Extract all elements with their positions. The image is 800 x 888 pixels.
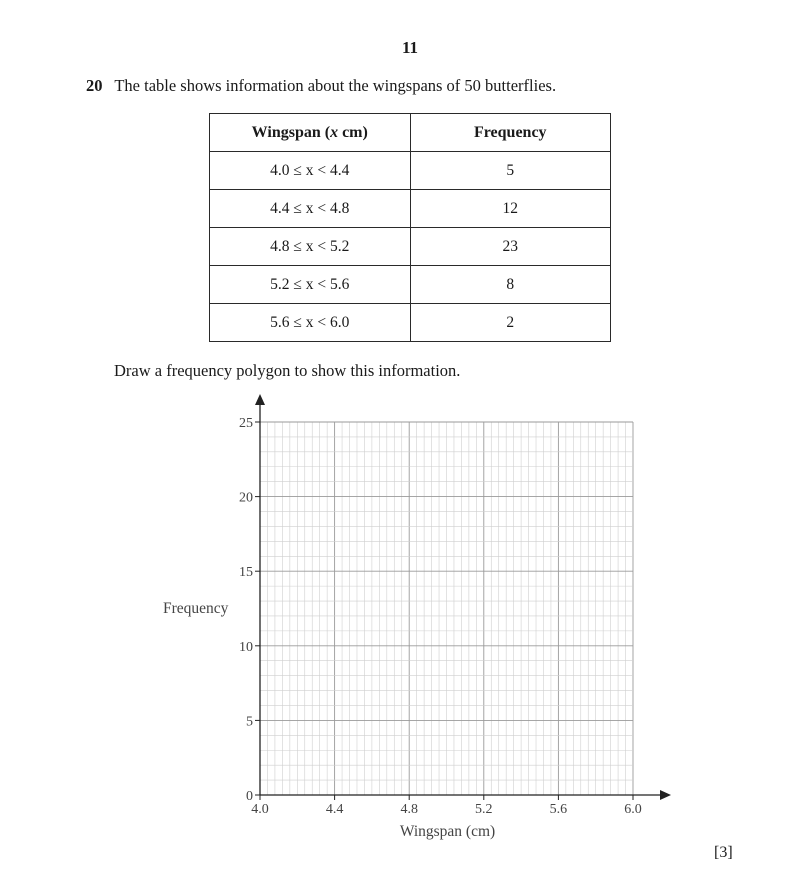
x-tick-label: 4.4 [325, 802, 344, 817]
y-tick-label: 25 [239, 416, 253, 431]
interval-cell: 5.2 ≤ x < 5.6 [210, 266, 411, 304]
x-tick-label: 6.0 [624, 802, 642, 817]
table-header-frequency: Frequency [410, 114, 611, 152]
interval-cell: 5.6 ≤ x < 6.0 [210, 304, 411, 342]
y-tick-label: 10 [239, 639, 253, 655]
y-axis-label: Frequency [163, 600, 229, 617]
x-tick-label: 5.6 [549, 802, 568, 817]
frequency-cell: 23 [410, 228, 611, 266]
x-axis-arrow-icon [660, 790, 671, 800]
frequency-cell: 5 [410, 152, 611, 190]
question-number: 20 [86, 76, 103, 95]
y-axis-arrow-icon [255, 394, 265, 405]
x-tick-label: 5.2 [475, 802, 493, 817]
frequency-cell: 2 [410, 304, 611, 342]
interval-cell: 4.0 ≤ x < 4.4 [210, 152, 411, 190]
x-axis-label: Wingspan (cm) [399, 823, 496, 840]
y-tick-label: 15 [239, 565, 253, 581]
x-tick-label: 4.0 [251, 802, 269, 817]
instruction-text: Draw a frequency polygon to show this information. [114, 361, 461, 380]
table-header-wingspan: Wingspan (x cm) [210, 114, 411, 152]
interval-cell: 4.4 ≤ x < 4.8 [210, 190, 411, 228]
frequency-cell: 8 [410, 266, 611, 304]
y-tick-label: 5 [246, 714, 253, 730]
x-tick-label: 4.8 [400, 802, 418, 817]
page-number: 11 [401, 38, 419, 57]
question-stem: The table shows information about the wingspans of 50 butterflies. [114, 76, 557, 95]
frequency-cell: 12 [410, 190, 611, 228]
y-tick-label: 0 [246, 789, 253, 804]
interval-cell: 4.8 ≤ x < 5.2 [210, 228, 411, 266]
marks-label: [3] [714, 844, 733, 861]
y-tick-label: 20 [239, 490, 253, 506]
